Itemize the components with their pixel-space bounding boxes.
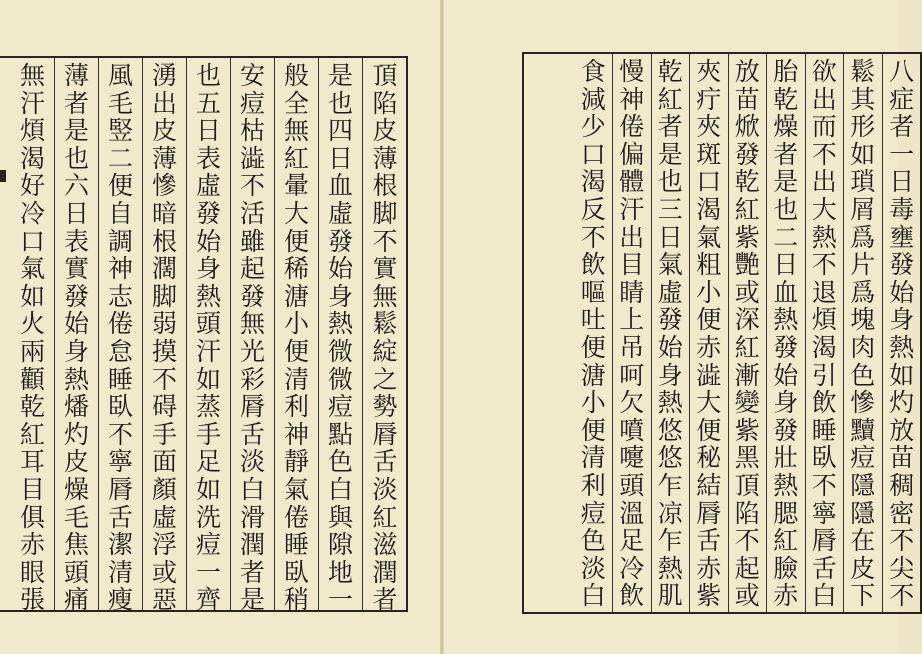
- left-column-text: 安 痘 枯 澁 不 活 雖 起 發 無 光 彩 脣 舌 淡 白 滑 潤 者 是: [239, 61, 265, 615]
- left-fold-mark: [0, 170, 6, 182]
- right-column-5: [729, 54, 768, 612]
- right-column-1: [883, 54, 922, 612]
- right-column-4: [767, 54, 806, 612]
- right-column-text: 食 減 少 口 渴 反 不 飲 嘔 吐 便 溏 小 便 清 利 痘 色 淡 白: [580, 57, 606, 611]
- right-column-3: [806, 54, 845, 612]
- left-column-1: [363, 58, 407, 615]
- right-column-text: 欲 出 而 不 出 大 熱 不 退 煩 渴 引 飲 睡 臥 不 寧 脣 舌 白: [811, 57, 837, 611]
- right-column-2: [844, 54, 883, 612]
- left-column-text: 風 毛 竪 二 便 自 調 神 志 倦 怠 睡 臥 不 寧 脣 舌 潔 清 瘦: [107, 61, 133, 615]
- left-column-4: [231, 58, 275, 615]
- left-column-text: 般 全 無 紅 暈 大 便 稀 溏 小 便 清 利 神 靜 氣 倦 睡 臥 稍: [283, 61, 309, 615]
- left-column-text: 頂 陷 皮 薄 根 脚 不 實 無 鬆 綻 之 勢 脣 舌 淡 紅 滋 潤 者: [372, 61, 398, 615]
- right-column-text: 乾 紅 者 是 也 三 日 氣 虛 發 始 身 熱 悠 悠 乍 凉 乍 熱 肌: [657, 57, 683, 611]
- left-column-6: [143, 58, 187, 615]
- left-column-9: [11, 58, 55, 615]
- right-column-text: 鬆 其 形 如 瑣 屑 爲 片 爲 塊 肉 色 慘 黷 痘 隱 隱 在 皮 下: [850, 57, 876, 611]
- left-column-3: [275, 58, 319, 615]
- left-column-text: 湧 出 皮 薄 慘 暗 根 濶 脚 弱 摸 不 碍 手 面 顏 虛 浮 或 惡: [151, 61, 177, 615]
- right-column-text: 放 苗 焮 發 乾 紅 紫 艷 或 深 紅 漸 變 紫 黑 頂 陷 不 起 或: [734, 57, 760, 611]
- right-column-7: [652, 54, 691, 612]
- right-text-frame: [522, 52, 922, 614]
- left-text-frame: [0, 56, 408, 615]
- right-column-text: 胎 乾 燥 者 是 也 二 日 血 熱 發 始 身 發 壯 熱 腮 紅 臉 赤: [773, 57, 799, 611]
- left-column-7: [99, 58, 143, 615]
- left-column-text: 無 汗 煩 渴 好 冷 口 氣 如 火 兩 顴 乾 紅 耳 目 俱 赤 眼 張: [19, 61, 45, 615]
- left-column-text: 也 五 日 表 虛 發 始 身 熱 頭 汗 如 蒸 手 足 如 洗 痘 一 齊: [195, 61, 221, 615]
- left-column-text: 薄 者 是 也 六 日 表 實 發 始 身 熱 燔 灼 皮 燥 毛 焦 頭 痛: [63, 61, 89, 615]
- left-column-8: [55, 58, 99, 615]
- right-column-6: [690, 54, 729, 612]
- left-column-5: [187, 58, 231, 615]
- right-column-8: [613, 54, 652, 612]
- left-page: [0, 0, 442, 654]
- right-column-9: [575, 54, 614, 612]
- left-column-2: [319, 58, 363, 615]
- left-column-text: 是 也 四 日 血 虛 發 始 身 熱 微 微 痘 點 色 白 與 隙 地 一: [327, 61, 353, 615]
- right-column-text: 慢 神 倦 偏 體 汗 出 目 睛 上 吊 呵 欠 噴 嚏 頭 溫 足 冷 飲: [619, 57, 645, 611]
- right-column-text: 夾 疔 夾 斑 口 渴 氣 粗 小 便 赤 澁 大 便 秘 結 脣 舌 赤 紫: [696, 57, 722, 611]
- right-column-text: 八 症 者 一 日 毒 壅 發 始 身 熱 如 灼 放 苗 稠 密 不 尖 不: [889, 57, 915, 611]
